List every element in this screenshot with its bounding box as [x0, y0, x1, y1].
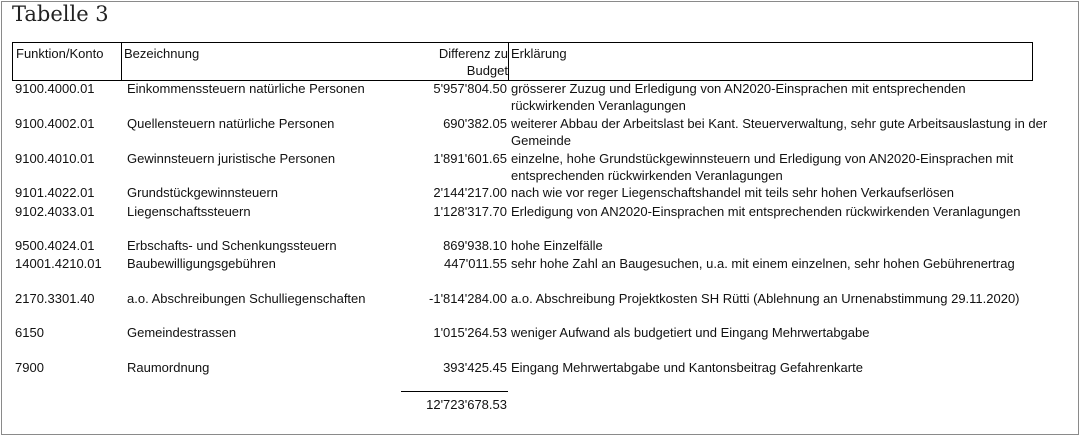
cell-konto: 7900	[15, 360, 44, 375]
header-bezeichnung: Bezeichnung	[124, 46, 200, 61]
cell-bezeichnung: Grundstückgewinnsteuern	[127, 185, 279, 200]
cell-differenz: 393'425.45	[443, 360, 507, 375]
cell-konto: 9100.4002.01	[15, 116, 95, 131]
cell-konto: 9100.4000.01	[15, 81, 95, 96]
cell-erklaerung: sehr hohe Zahl an Baugesuchen, u.a. mit einem einzelnen, sehr hohen Gebührenertrag	[511, 256, 1015, 271]
cell-erklaerung: weniger Aufwand als budgetiert und Eingang Mehrwertabgabe	[511, 325, 870, 340]
cell-konto: 9500.4024.01	[15, 238, 95, 253]
total-value: 12'723'678.53	[426, 397, 507, 412]
cell-bezeichnung: Quellensteuern natürliche Personen	[127, 116, 335, 131]
cell-konto: 9101.4022.01	[15, 185, 95, 200]
cell-erklaerung: a.o. Abschreibung Projektkosten SH Rütti (Ablehnung an Urnenabstimmung 29.11.2020)	[511, 291, 1020, 306]
cell-konto: 2170.3301.40	[15, 291, 95, 306]
cell-bezeichnung: Baubewilligungsgebühren	[127, 256, 276, 271]
cell-erklaerung: hohe Einzelfälle	[511, 238, 603, 253]
cell-bezeichnung: a.o. Abschreibungen Schulliegenschaften	[127, 291, 366, 306]
cell-bezeichnung: Gewinnsteuern juristische Personen	[127, 151, 336, 166]
header-differenz: Differenz zu Budget	[438, 46, 508, 78]
cell-bezeichnung: Liegenschaftssteuern	[127, 204, 251, 219]
cell-erklaerung: Erledigung von AN2020-Einsprachen mit entsprechenden rückwirkenden Veranlagungen	[511, 204, 1021, 219]
cell-konto: 14001.4210.01	[15, 256, 102, 271]
cell-bezeichnung: Gemeindestrassen	[127, 325, 237, 340]
cell-differenz: 690'382.05	[443, 116, 507, 131]
cell-differenz: 1'015'264.53	[433, 325, 507, 340]
cell-bezeichnung: Erbschafts- und Schenkungssteuern	[127, 238, 337, 253]
cell-erklaerung: weiterer Abbau der Arbeitslast bei Kant. Steuerverwaltung, sehr gute Arbeitsauslastung in der Gemeinde	[511, 116, 1048, 148]
table-title: Tabelle 3	[12, 2, 109, 26]
cell-differenz: 1'891'601.65	[433, 151, 507, 166]
cell-konto: 6150	[15, 325, 44, 340]
header-konto: Funktion/Konto	[16, 46, 104, 61]
sum-rule	[401, 391, 508, 392]
cell-erklaerung: einzelne, hohe Grundstückgewinnsteuern und Erledigung von AN2020-Einsprachen mit entsprechenden rückwirkenden Veranlagungen	[511, 151, 1014, 183]
header-erklaerung: Erklärung	[511, 46, 567, 61]
cell-konto: 9100.4010.01	[15, 151, 95, 166]
cell-erklaerung: Eingang Mehrwertabgabe und Kantonsbeitrag Gefahrenkarte	[511, 360, 863, 375]
cell-bezeichnung: Raumordnung	[127, 360, 210, 375]
cell-erklaerung: grösserer Zuzug und Erledigung von AN2020-Einsprachen mit entsprechenden rückwirkenden Veranlagungen	[511, 81, 966, 113]
cell-differenz: 2'144'217.00	[433, 185, 507, 200]
cell-konto: 9102.4033.01	[15, 204, 95, 219]
cell-differenz: 869'938.10	[443, 238, 507, 253]
cell-differenz: -1'814'284.00	[429, 291, 507, 306]
cell-differenz: 5'957'804.50	[433, 81, 507, 96]
cell-differenz: 447'011.55	[444, 256, 507, 271]
cell-erklaerung: nach wie vor reger Liegenschaftshandel mit teils sehr hohen Verkaufserlösen	[511, 185, 954, 200]
cell-bezeichnung: Einkommenssteuern natürliche Personen	[127, 81, 365, 96]
cell-differenz: 1'128'317.70	[433, 204, 507, 219]
